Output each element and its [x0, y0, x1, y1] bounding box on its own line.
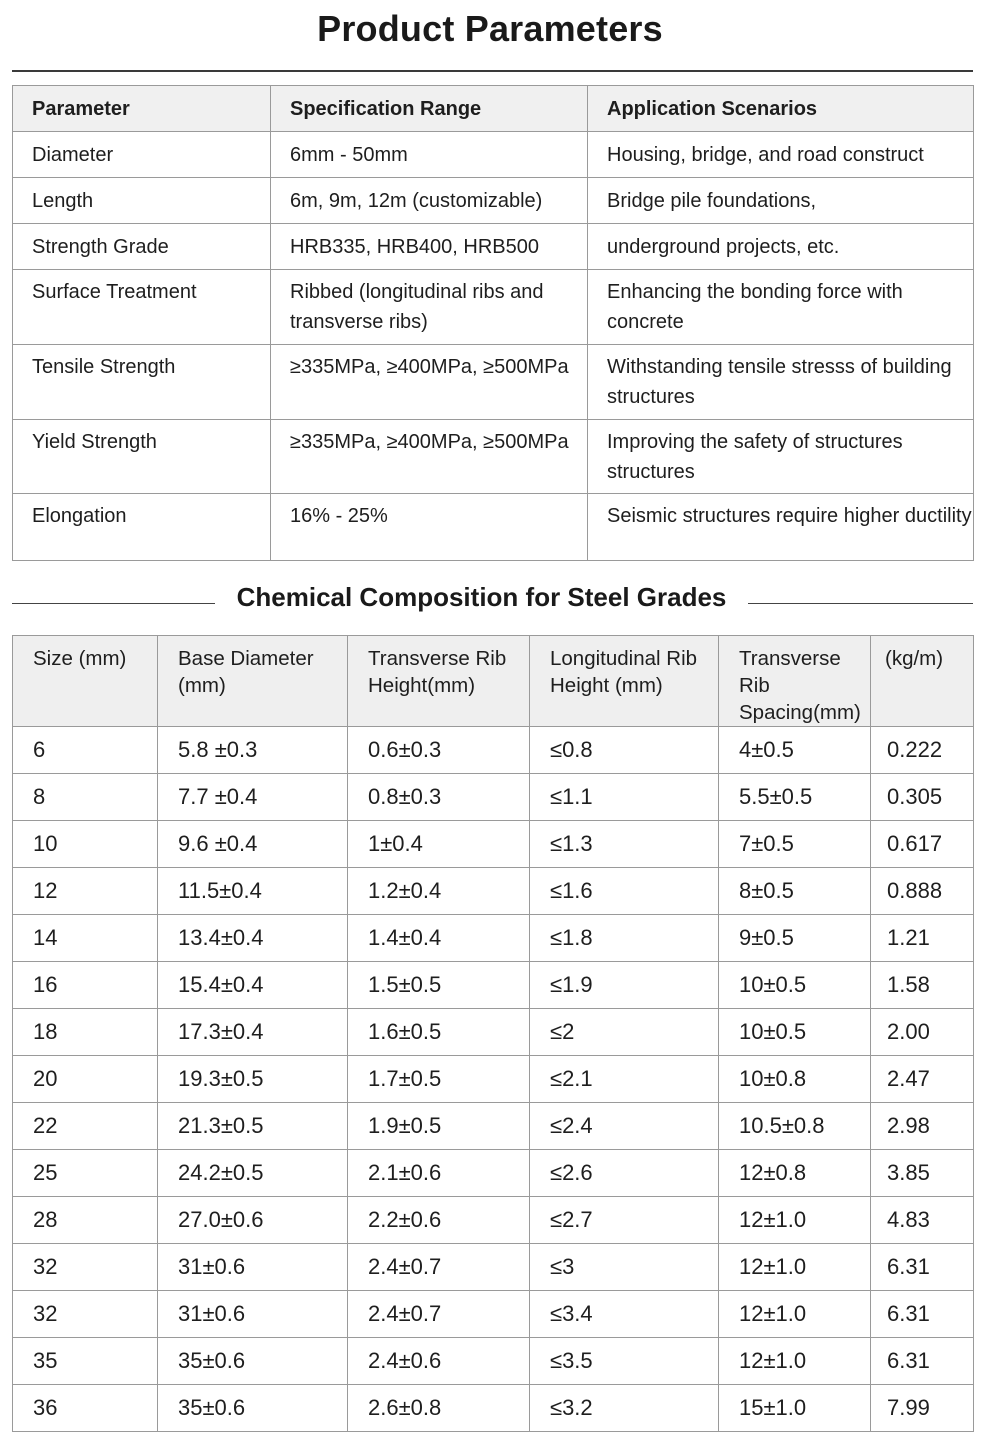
table-row — [13, 1291, 974, 1338]
transverse-rib-height-cell: 2.4±0.6 — [348, 1338, 530, 1385]
transverse-rib-spacing-cell: 12±1.0 — [719, 1197, 871, 1244]
table-row — [13, 868, 974, 915]
parameter-name: Yield Strength — [13, 420, 271, 494]
weight-cell: 0.888 — [871, 868, 974, 915]
column-header: Transverse Rib Spacing(mm) — [719, 636, 871, 727]
transverse-rib-spacing-cell: 10.5±0.8 — [719, 1103, 871, 1150]
longitudinal-rib-height-cell: ≤3.2 — [530, 1385, 719, 1432]
base-diameter-cell: 35±0.6 — [158, 1338, 348, 1385]
size-cell: 32 — [13, 1244, 158, 1291]
size-cell: 10 — [13, 821, 158, 868]
parameter-name: Surface Treatment — [13, 270, 271, 345]
weight-cell: 2.98 — [871, 1103, 974, 1150]
title-divider — [12, 70, 973, 72]
size-cell: 6 — [13, 727, 158, 774]
transverse-rib-height-cell: 0.8±0.3 — [348, 774, 530, 821]
parameter-application: Improving the safety of structures structures — [588, 420, 974, 494]
column-header: Parameter — [13, 86, 271, 132]
weight-cell: 7.99 — [871, 1385, 974, 1432]
table-row — [13, 1056, 974, 1103]
transverse-rib-height-cell: 1.9±0.5 — [348, 1103, 530, 1150]
table-row — [13, 132, 974, 178]
parameter-name: Tensile Strength — [13, 345, 271, 420]
table-row — [13, 821, 974, 868]
base-diameter-cell: 35±0.6 — [158, 1385, 348, 1432]
transverse-rib-spacing-cell: 12±1.0 — [719, 1338, 871, 1385]
longitudinal-rib-height-cell: ≤2.1 — [530, 1056, 719, 1103]
table-row — [13, 915, 974, 962]
transverse-rib-spacing-cell: 15±1.0 — [719, 1385, 871, 1432]
table-row — [13, 774, 974, 821]
size-cell: 8 — [13, 774, 158, 821]
longitudinal-rib-height-cell: ≤2 — [530, 1009, 719, 1056]
weight-cell: 1.58 — [871, 962, 974, 1009]
size-cell: 22 — [13, 1103, 158, 1150]
longitudinal-rib-height-cell: ≤2.4 — [530, 1103, 719, 1150]
parameter-application: Enhancing the bonding force with concrete — [588, 270, 974, 345]
column-header: Specification Range — [271, 86, 588, 132]
size-cell: 14 — [13, 915, 158, 962]
section-title: Chemical Composition for Steel Grades — [236, 582, 727, 612]
parameter-application: Withstanding tensile stresss of building structures — [588, 345, 974, 420]
weight-cell: 4.83 — [871, 1197, 974, 1244]
product-parameters-table — [12, 85, 974, 561]
weight-cell: 2.00 — [871, 1009, 974, 1056]
page-title: Product Parameters — [317, 8, 663, 49]
weight-cell: 6.31 — [871, 1244, 974, 1291]
transverse-rib-spacing-cell: 12±1.0 — [719, 1244, 871, 1291]
base-diameter-cell: 15.4±0.4 — [158, 962, 348, 1009]
table-row — [13, 1009, 974, 1056]
table-row — [13, 494, 974, 561]
transverse-rib-spacing-cell: 5.5±0.5 — [719, 774, 871, 821]
weight-cell: 3.85 — [871, 1150, 974, 1197]
column-header: Size (mm) — [13, 636, 158, 727]
longitudinal-rib-height-cell: ≤3.5 — [530, 1338, 719, 1385]
transverse-rib-spacing-cell: 12±0.8 — [719, 1150, 871, 1197]
base-diameter-cell: 9.6 ±0.4 — [158, 821, 348, 868]
base-diameter-cell: 17.3±0.4 — [158, 1009, 348, 1056]
transverse-rib-height-cell: 2.2±0.6 — [348, 1197, 530, 1244]
weight-cell: 0.617 — [871, 821, 974, 868]
table-row — [13, 224, 974, 270]
transverse-rib-spacing-cell: 10±0.5 — [719, 1009, 871, 1056]
transverse-rib-spacing-cell: 8±0.5 — [719, 868, 871, 915]
transverse-rib-height-cell: 2.4±0.7 — [348, 1244, 530, 1291]
weight-cell: 1.21 — [871, 915, 974, 962]
base-diameter-cell: 24.2±0.5 — [158, 1150, 348, 1197]
longitudinal-rib-height-cell: ≤1.6 — [530, 868, 719, 915]
longitudinal-rib-height-cell: ≤1.1 — [530, 774, 719, 821]
column-header: Longitudinal Rib Height (mm) — [530, 636, 719, 727]
column-header: Base Diameter (mm) — [158, 636, 348, 727]
transverse-rib-spacing-cell: 7±0.5 — [719, 821, 871, 868]
base-diameter-cell: 5.8 ±0.3 — [158, 727, 348, 774]
parameter-spec: 16% - 25% — [271, 494, 588, 561]
longitudinal-rib-height-cell: ≤1.8 — [530, 915, 719, 962]
transverse-rib-height-cell: 1.6±0.5 — [348, 1009, 530, 1056]
column-header: (kg/m) — [871, 636, 974, 727]
transverse-rib-spacing-cell: 4±0.5 — [719, 727, 871, 774]
longitudinal-rib-height-cell: ≤3 — [530, 1244, 719, 1291]
transverse-rib-height-cell: 2.6±0.8 — [348, 1385, 530, 1432]
weight-cell: 6.31 — [871, 1338, 974, 1385]
size-cell: 28 — [13, 1197, 158, 1244]
transverse-rib-height-cell: 2.4±0.7 — [348, 1291, 530, 1338]
table-row — [13, 420, 974, 494]
transverse-rib-spacing-cell: 10±0.8 — [719, 1056, 871, 1103]
parameter-spec: Ribbed (longitudinal ribs and transverse ribs) — [271, 270, 588, 345]
weight-cell: 0.305 — [871, 774, 974, 821]
base-diameter-cell: 19.3±0.5 — [158, 1056, 348, 1103]
base-diameter-cell: 13.4±0.4 — [158, 915, 348, 962]
parameter-name: Elongation — [13, 494, 271, 561]
size-cell: 35 — [13, 1338, 158, 1385]
parameter-application: Housing, bridge, and road construct — [588, 132, 974, 178]
transverse-rib-spacing-cell: 10±0.5 — [719, 962, 871, 1009]
transverse-rib-height-cell: 0.6±0.3 — [348, 727, 530, 774]
base-diameter-cell: 27.0±0.6 — [158, 1197, 348, 1244]
base-diameter-cell: 31±0.6 — [158, 1291, 348, 1338]
parameter-name: Strength Grade — [13, 224, 271, 270]
table-row — [13, 727, 974, 774]
base-diameter-cell: 7.7 ±0.4 — [158, 774, 348, 821]
size-cell: 32 — [13, 1291, 158, 1338]
longitudinal-rib-height-cell: ≤3.4 — [530, 1291, 719, 1338]
table-row — [13, 1197, 974, 1244]
table-header-row — [13, 636, 974, 727]
parameter-application: Bridge pile foundations, — [588, 178, 974, 224]
parameter-spec: 6m, 9m, 12m (customizable) — [271, 178, 588, 224]
table-header-row — [13, 86, 974, 132]
section-divider-right — [748, 603, 973, 604]
weight-cell: 2.47 — [871, 1056, 974, 1103]
table-row — [13, 178, 974, 224]
transverse-rib-height-cell: 1.2±0.4 — [348, 868, 530, 915]
size-cell: 25 — [13, 1150, 158, 1197]
table-row — [13, 1103, 974, 1150]
parameter-spec: ≥335MPa, ≥400MPa, ≥500MPa — [271, 420, 588, 494]
size-cell: 12 — [13, 868, 158, 915]
table-row — [13, 962, 974, 1009]
parameter-spec: HRB335, HRB400, HRB500 — [271, 224, 588, 270]
longitudinal-rib-height-cell: ≤2.7 — [530, 1197, 719, 1244]
table-row — [13, 270, 974, 345]
composition-table-body — [13, 727, 974, 1432]
weight-cell: 0.222 — [871, 727, 974, 774]
table-row — [13, 1244, 974, 1291]
transverse-rib-height-cell: 1.5±0.5 — [348, 962, 530, 1009]
table-row — [13, 1150, 974, 1197]
size-cell: 36 — [13, 1385, 158, 1432]
size-cell: 20 — [13, 1056, 158, 1103]
section-divider-left — [12, 603, 215, 604]
base-diameter-cell: 11.5±0.4 — [158, 868, 348, 915]
column-header: Transverse Rib Height(mm) — [348, 636, 530, 727]
longitudinal-rib-height-cell: ≤2.6 — [530, 1150, 719, 1197]
transverse-rib-spacing-cell: 9±0.5 — [719, 915, 871, 962]
transverse-rib-height-cell: 1.4±0.4 — [348, 915, 530, 962]
table-row — [13, 1338, 974, 1385]
parameter-name: Length — [13, 178, 271, 224]
composition-table — [12, 635, 974, 1432]
longitudinal-rib-height-cell: ≤1.9 — [530, 962, 719, 1009]
size-cell: 16 — [13, 962, 158, 1009]
parameter-name: Diameter — [13, 132, 271, 178]
transverse-rib-height-cell: 1.7±0.5 — [348, 1056, 530, 1103]
parameter-application: Seismic structures require higher ductility — [588, 494, 974, 561]
size-cell: 18 — [13, 1009, 158, 1056]
table-row — [13, 345, 974, 420]
base-diameter-cell: 31±0.6 — [158, 1244, 348, 1291]
transverse-rib-height-cell: 1±0.4 — [348, 821, 530, 868]
longitudinal-rib-height-cell: ≤0.8 — [530, 727, 719, 774]
parameter-spec: 6mm - 50mm — [271, 132, 588, 178]
base-diameter-cell: 21.3±0.5 — [158, 1103, 348, 1150]
parameter-application: underground projects, etc. — [588, 224, 974, 270]
column-header: Application Scenarios — [588, 86, 974, 132]
longitudinal-rib-height-cell: ≤1.3 — [530, 821, 719, 868]
table-row — [13, 1385, 974, 1432]
parameter-spec: ≥335MPa, ≥400MPa, ≥500MPa — [271, 345, 588, 420]
transverse-rib-spacing-cell: 12±1.0 — [719, 1291, 871, 1338]
weight-cell: 6.31 — [871, 1291, 974, 1338]
transverse-rib-height-cell: 2.1±0.6 — [348, 1150, 530, 1197]
